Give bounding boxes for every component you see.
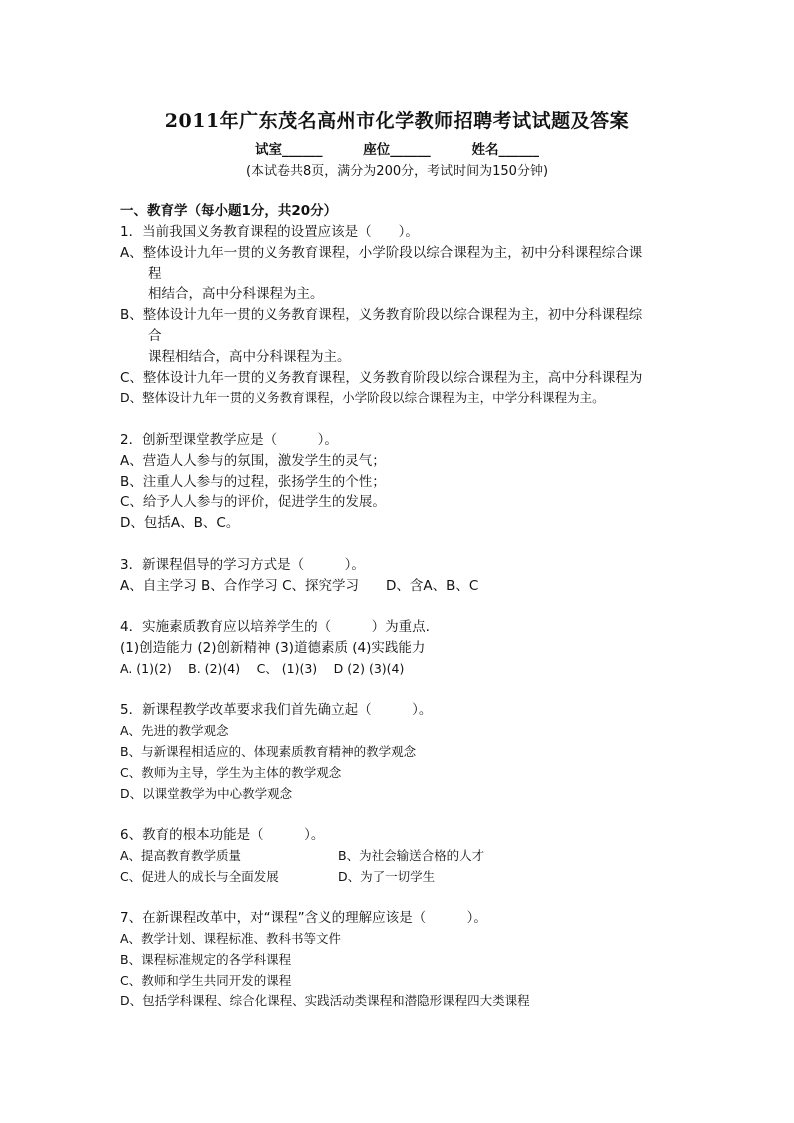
option-b-line2: 合	[148, 327, 162, 344]
question-stem: 3．新课程倡导的学习方式是（ ）。	[120, 556, 365, 573]
question-7	[120, 908, 680, 1012]
options-row: A、自主学习 B、合作学习 C、探究学习 D、含A、B、C	[120, 577, 479, 594]
spacer	[120, 596, 680, 617]
option-b: B、课程标准规定的各学科课程	[120, 951, 292, 967]
options-row-2	[120, 867, 680, 888]
option-b: B、与新课程相适应的、体现素质教育精神的教学观念	[120, 743, 417, 759]
name-field: 姓名______	[471, 142, 539, 158]
question-stem: 2．创新型课堂教学应是（ ）。	[120, 431, 338, 448]
option-a: A、先进的教学观念	[120, 723, 229, 739]
room-field: 试室______	[255, 142, 323, 158]
option-d: D、为了一切学生	[338, 868, 436, 884]
candidate-info	[0, 138, 794, 158]
question-stem: 7、在新课程改革中，对“课程”含义的理解应该是（ ）。	[120, 910, 487, 927]
option-d: D、以课堂教学为中心教学观念	[120, 785, 293, 801]
option-b: B、注重人人参与的过程，张扬学生的个性；	[120, 473, 386, 490]
question-stem: 1．当前我国义务教育课程的设置应该是（ ）。	[120, 224, 419, 240]
option-c: C、促进人的成长与全面发展	[120, 868, 279, 884]
option-a: A、营造人人参与的氛围，激发学生的灵气；	[120, 452, 386, 469]
question-stem: 6、教育的根本功能是（ ）。	[120, 827, 325, 844]
option-b-line3: 课程相结合，高中分科课程为主。	[148, 348, 351, 365]
option-a: A、教学计划、课程标准、教科书等文件	[120, 931, 342, 947]
question-6	[120, 825, 680, 887]
option-c: C、教师和学生共同开发的课程	[120, 972, 292, 988]
option-b-line1: B、整体设计九年一贯的义务教育课程，义务教育阶段以综合课程为主，初中分科课程综	[120, 307, 643, 324]
question-stem: 5．新课程教学改革要求我们首先确立起（ ）。	[120, 702, 433, 719]
option-d: D、包括A、B、C。	[120, 515, 240, 532]
spacer	[120, 409, 680, 430]
options-row: A. (1)(2) B. (2)(4) C、 (1)(3) D (2) (3)(4)	[120, 660, 405, 676]
question-3	[120, 555, 680, 597]
question-5	[120, 700, 680, 804]
option-c: C、给予人人参与的评价，促进学生的发展。	[120, 494, 386, 511]
question-4	[120, 617, 680, 679]
option-d: D、整体设计九年一贯的义务教育课程，小学阶段以综合课程为主，中学分科课程为主。	[120, 390, 605, 406]
items-row: (1)创造能力 (2)创新精神 (3)道德素质 (4)实践能力	[120, 639, 426, 656]
exam-content	[120, 200, 680, 1012]
section-heading: 一、教育学（每小题1分，共20分）	[120, 203, 338, 219]
option-a: A、提高教育教学质量	[120, 847, 242, 863]
question-2	[120, 430, 680, 534]
option-a-line2: 程	[148, 265, 162, 282]
option-a-line3: 相结合，高中分科课程为主。	[148, 286, 324, 303]
option-b: B、为社会输送合格的人才	[338, 847, 485, 863]
spacer	[120, 680, 680, 701]
option-d: D、包括学科课程、综合化课程、实践活动类课程和潜隐形课程四大类课程	[120, 993, 530, 1009]
spacer	[120, 804, 680, 825]
option-c: C、整体设计九年一贯的义务教育课程，义务教育阶段以综合课程为主，高中分科课程为	[120, 369, 643, 386]
option-c: C、教师为主导，学生为主体的教学观念	[120, 764, 342, 780]
exam-note: (本试卷共8页，满分为200分，考试时间为150分钟)	[245, 164, 549, 179]
spacer	[120, 534, 680, 555]
seat-field: 座位______	[363, 142, 431, 158]
question-stem: 4．实施素质教育应以培养学生的（ ）为重点.	[120, 619, 430, 636]
option-a-line1: A、整体设计九年一贯的义务教育课程，小学阶段以综合课程为主，初中分科课程综合课	[120, 244, 643, 261]
question-1	[120, 222, 680, 409]
options-row-1	[120, 846, 680, 867]
spacer	[120, 888, 680, 909]
exam-title: 2011年广东茂名高州市化学教师招聘考试试题及答案	[164, 110, 630, 132]
